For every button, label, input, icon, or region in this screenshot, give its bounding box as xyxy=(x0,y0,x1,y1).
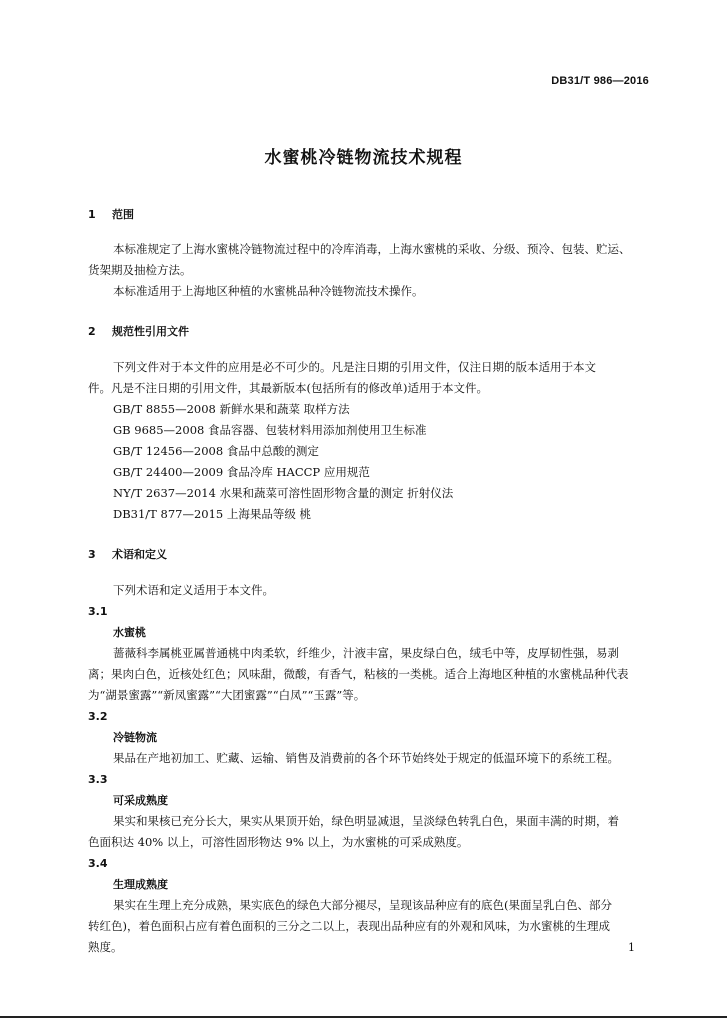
term-definition-line: 果实在生理上充分成熟，果实底色的绿色大部分褪尽，呈现该品种应有的底色(果面呈乳白色、部分 xyxy=(113,898,612,912)
reference-item: DB31/T 877—2015 上海果品等级 桃 xyxy=(113,507,312,521)
document-code: DB31/T 986—2016 xyxy=(551,75,649,87)
term-definition-line: 色面积达 40% 以上，可溶性固形物达 9% 以上，为水蜜桃的可采成熟度。 xyxy=(88,835,469,849)
section-2-paragraph-line-1: 下列文件对于本文件的应用是必不可少的。凡是注日期的引用文件，仅注日期的版本适用于本文 xyxy=(113,360,596,374)
term-definition-line: 果实和果核已充分长大，果实从果顶开始，绿色明显减退，呈淡绿色转乳白色，果面丰满的时期，着 xyxy=(113,814,619,828)
section-title: 规范性引用文件 xyxy=(112,325,189,338)
section-1-paragraph-1-line-1: 本标准规定了上海水蜜桃冷链物流过程中的冷库消毒，上海水蜜桃的采收、分级、预冷、包装、贮运、 xyxy=(113,242,631,256)
term-definition-line: 蔷薇科李属桃亚属普通桃中肉柔软，纤维少，汁液丰富，果皮绿白色，绒毛中等，皮厚韧性强，易剥 xyxy=(113,646,619,660)
reference-item: GB/T 8855—2008 新鲜水果和蔬菜 取样方法 xyxy=(113,402,350,416)
page-number: 1 xyxy=(628,941,635,954)
section-2-heading xyxy=(88,324,189,339)
reference-item: NY/T 2637—2014 水果和蔬菜可溶性固形物含量的测定 折射仪法 xyxy=(113,486,454,500)
section-3-heading xyxy=(88,547,167,562)
term-name: 冷链物流 xyxy=(113,731,157,744)
reference-item: GB 9685—2008 食品容器、包装材料用添加剂使用卫生标准 xyxy=(113,423,427,437)
term-number: 3.3 xyxy=(88,773,108,786)
term-definition-line: 熟度。 xyxy=(88,940,123,954)
section-2-paragraph-line-2: 件。凡是不注日期的引用文件，其最新版本(包括所有的修改单)适用于本文件。 xyxy=(88,381,488,395)
term-name: 水蜜桃 xyxy=(113,626,146,639)
term-name: 可采成熟度 xyxy=(113,794,168,807)
section-title: 术语和定义 xyxy=(112,548,167,561)
term-number: 3.4 xyxy=(88,857,108,870)
section-number: 3 xyxy=(88,548,96,561)
section-3-intro: 下列术语和定义适用于本文件。 xyxy=(113,583,274,597)
document-title: 水蜜桃冷链物流技术规程 xyxy=(264,148,463,168)
section-1-paragraph-1-line-2: 货架期及抽检方法。 xyxy=(88,263,192,277)
reference-item: GB/T 12456—2008 食品中总酸的测定 xyxy=(113,444,319,458)
term-number: 3.2 xyxy=(88,710,108,723)
term-name: 生理成熟度 xyxy=(113,878,168,891)
term-definition-line: 为“湖景蜜露”“新凤蜜露”“大团蜜露”“白凤”“玉露”等。 xyxy=(88,688,366,702)
term-definition-line: 转红色)，着色面积占应有着色面积的三分之二以上，表现出品种应有的外观和风味，为水蜜桃的生理成 xyxy=(88,919,610,933)
section-1-heading xyxy=(88,207,134,222)
section-1-paragraph-2: 本标准适用于上海地区种植的水蜜桃品种冷链物流技术操作。 xyxy=(113,284,424,298)
reference-item: GB/T 24400—2009 食品冷库 HACCP 应用规范 xyxy=(113,465,370,479)
term-number: 3.1 xyxy=(88,605,108,618)
term-definition-line: 果品在产地初加工、贮藏、运输、销售及消费前的各个环节始终处于规定的低温环境下的系统工程。 xyxy=(113,751,619,765)
section-number: 1 xyxy=(88,208,96,221)
section-title: 范围 xyxy=(112,208,134,221)
term-definition-line: 离；果肉白色，近核处红色；风味甜，微酸，有香气，粘核的一类桃。适合上海地区种植的水蜜桃品种代表 xyxy=(88,667,629,681)
section-number: 2 xyxy=(88,325,96,338)
scan-edge-line xyxy=(0,1016,727,1018)
